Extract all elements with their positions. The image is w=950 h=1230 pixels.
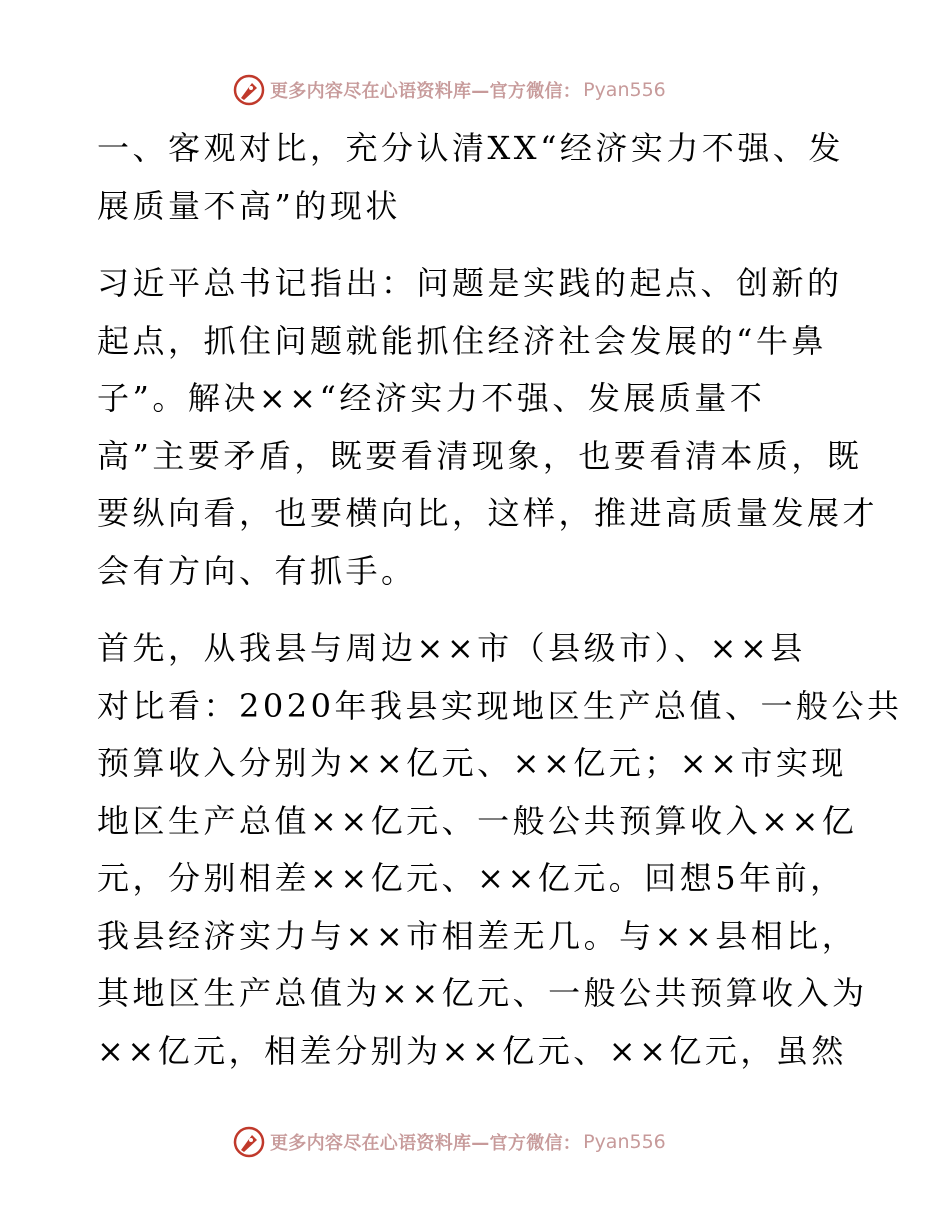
watermark-text: 更多内容尽在心语资料库—官方微信： (270, 81, 582, 102)
text-line: 首先，从我县与周边××市（县级市）、××县 (97, 629, 806, 667)
text-line: 其地区生产总值为××亿元、一般公共预算收入为 (97, 974, 868, 1012)
text-line: 子”。解决××“经济实力不强、发展质量不 (97, 379, 766, 417)
text-line: 元，分别相差××亿元、××亿元。回想5年前， (97, 859, 846, 897)
paragraph-1 (97, 255, 879, 600)
text-line: 我县经济实力与××市相差无几。与××县相比， (97, 916, 858, 955)
pen-nib-circle-icon (232, 73, 266, 107)
pen-nib-circle-icon (232, 1125, 266, 1159)
watermark-wechat-id: Pyan556 (583, 79, 666, 101)
text-line: 起点，抓住问题就能抓住经济社会发展的“牛鼻 (97, 321, 827, 360)
heading-line: 展质量不高”的现状 (97, 186, 401, 225)
text-line: ××亿元，相差分别为××亿元、××亿元，虽然 (97, 1031, 847, 1070)
text-line: 高”主要矛盾，既要看清现象，也要看清本质，既 (97, 436, 863, 475)
text-line: 预算收入分别为××亿元、××亿元；××市实现 (97, 744, 847, 782)
header-watermark (232, 70, 666, 110)
text-line: 要纵向看，也要横向比，这样，推进高质量发展才 (97, 494, 879, 532)
watermark-text: 更多内容尽在心语资料库—官方微信： (270, 1133, 582, 1154)
text-line: 地区生产总值××亿元、一般公共预算收入××亿 (97, 801, 858, 840)
text-line: 会有方向、有抓手。 (97, 551, 417, 590)
section-heading (97, 120, 857, 235)
heading-line: 一、客观对比，充分认清XX“经济实力不强、发 (97, 129, 844, 167)
text-line: 对比看：2020年我县实现地区生产总值、一般公共 (97, 686, 903, 725)
paragraph-2 (97, 620, 903, 1080)
footer-watermark (232, 1122, 666, 1162)
document-body (97, 120, 903, 1080)
watermark-wechat-id: Pyan556 (583, 1131, 666, 1153)
text-line: 习近平总书记指出：问题是实践的起点、创新的 (97, 264, 843, 302)
